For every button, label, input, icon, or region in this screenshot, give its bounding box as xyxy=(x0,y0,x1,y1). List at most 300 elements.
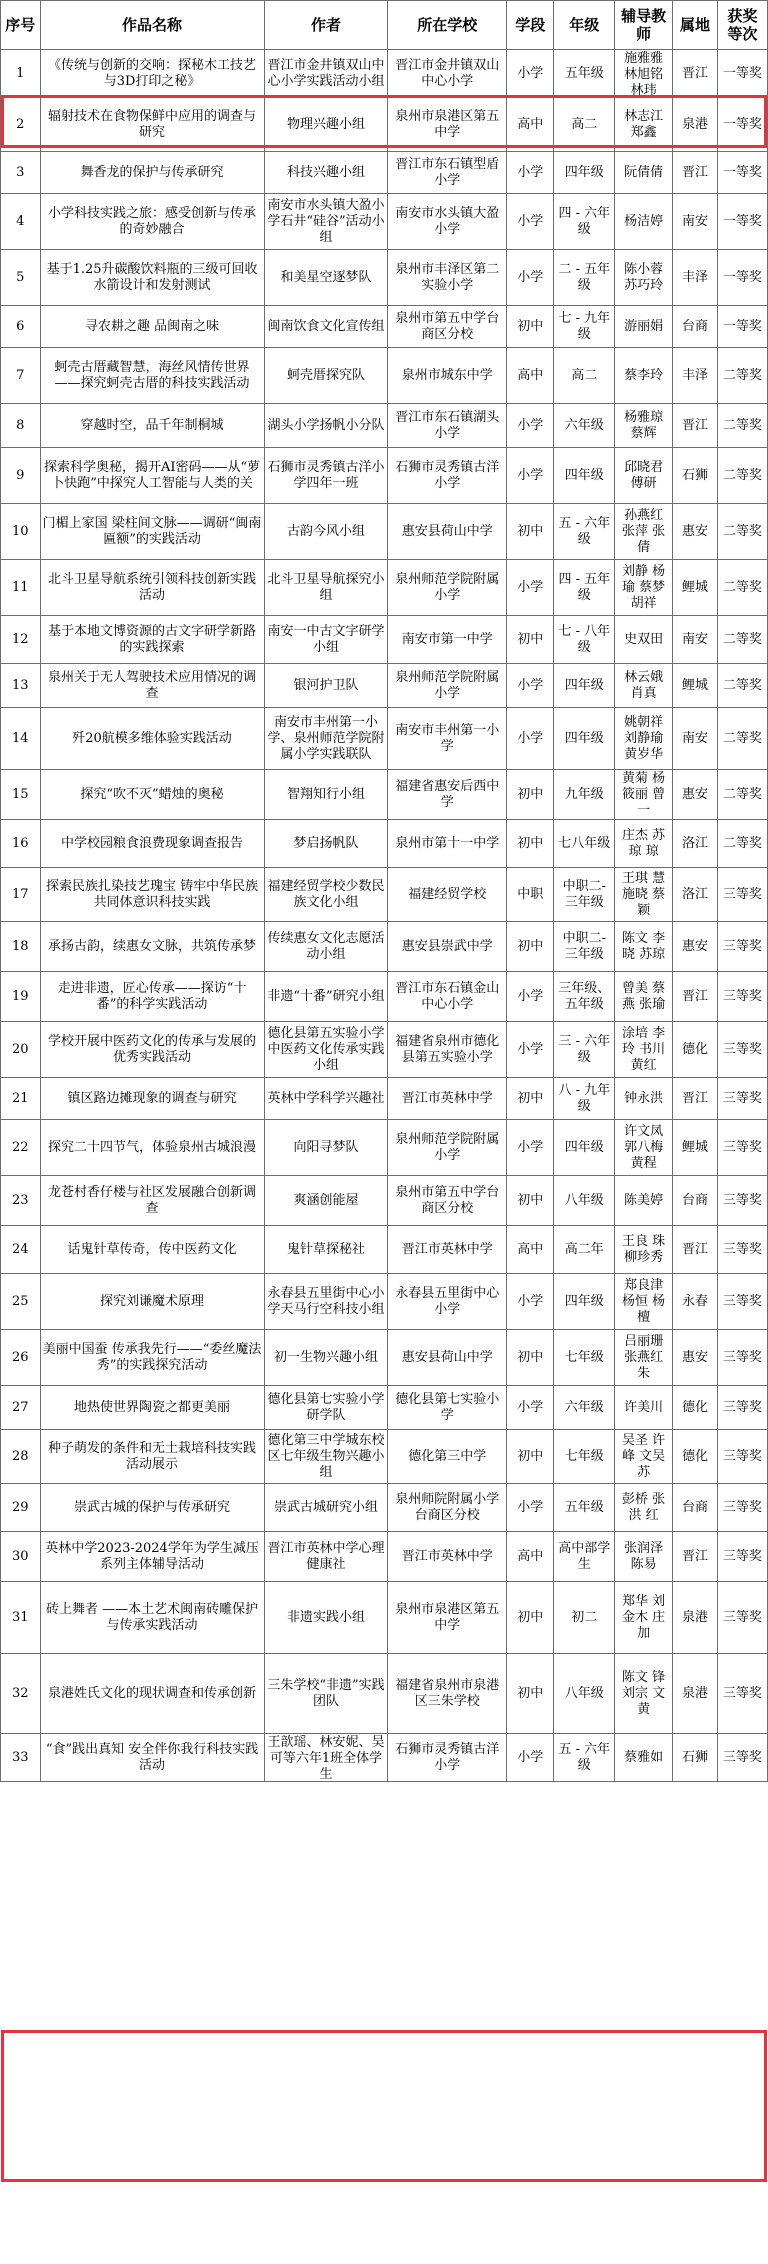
cell-grade xyxy=(554,820,615,868)
cell-title xyxy=(40,664,264,708)
cell-school xyxy=(388,152,507,194)
cell-award xyxy=(717,1582,767,1654)
cell-title-text: 探索科学奥秘，揭开AI密码——从“萝卜快跑”中探究人工智能与人类的关 xyxy=(43,459,261,491)
cell-school xyxy=(388,972,507,1022)
cell-school xyxy=(388,98,507,152)
cell-grade-text: 四年级 xyxy=(564,1293,604,1309)
cell-no xyxy=(1,868,41,922)
cell-teacher-text: 张润泽 陈易 xyxy=(624,1540,664,1572)
cell-region-text: 南安 xyxy=(681,730,708,746)
cell-author-text: 德化县第五实验小学中医药文化传承实践小组 xyxy=(267,1025,385,1073)
cell-title-text: 砖上舞者 ——本土艺术闽南砖雕保护与传承实践活动 xyxy=(45,1601,259,1633)
cell-grade xyxy=(554,664,615,708)
cell-teacher-text: 杨洁婷 xyxy=(624,213,664,229)
table-row xyxy=(1,1532,768,1582)
cell-title-text: 探索民族扎染技艺瑰宝 铸牢中华民族共同体意识科技实践 xyxy=(45,878,259,910)
cell-school-text: 晋江市金井镇双山中心小学 xyxy=(395,57,500,89)
cell-school-text: 晋江市东石镇金山中心小学 xyxy=(395,980,500,1012)
cell-no xyxy=(1,1484,41,1532)
cell-author-text: 智翔知行小组 xyxy=(286,786,365,802)
cell-school-text: 泉州市城东中学 xyxy=(401,367,493,383)
table-row xyxy=(1,1484,768,1532)
cell-grade xyxy=(554,404,615,448)
cell-teacher xyxy=(615,1532,673,1582)
cell-stage-text: 小学 xyxy=(517,164,544,180)
cell-region xyxy=(673,1532,718,1582)
cell-region-text: 石狮 xyxy=(681,1749,708,1765)
cell-teacher-text: 许文凤 郭八梅 黄程 xyxy=(624,1123,664,1171)
table-row xyxy=(1,616,768,664)
cell-no xyxy=(1,1176,41,1226)
cell-teacher xyxy=(615,1078,673,1120)
cell-grade-text: 六年级 xyxy=(564,417,604,433)
cell-author-text: 非遗实践小组 xyxy=(286,1609,365,1625)
cell-region-text: 惠安 xyxy=(681,523,708,539)
cell-school xyxy=(388,1386,507,1430)
cell-no-text: 6 xyxy=(16,318,25,334)
cell-award xyxy=(717,50,767,98)
cell-teacher-text: 邱晓君 傅研 xyxy=(624,459,664,491)
cell-award xyxy=(717,1120,767,1176)
cell-title-text: 承扬古韵，续惠女文脉，共筑传承梦 xyxy=(48,938,257,954)
cell-grade xyxy=(554,1654,615,1734)
cell-grade-text: 八 - 九年级 xyxy=(558,1082,611,1114)
cell-award-text: 二等奖 xyxy=(722,631,762,647)
cell-region xyxy=(673,50,718,98)
cell-title-text: 龙苍村香仔楼与社区发展融合创新调查 xyxy=(48,1184,257,1216)
cell-award xyxy=(717,152,767,194)
cell-teacher xyxy=(615,504,673,560)
cell-author xyxy=(264,1022,388,1078)
cell-no-text: 15 xyxy=(11,786,29,802)
cell-author xyxy=(264,1582,388,1654)
header-school: 所在学校 xyxy=(388,1,507,50)
cell-author xyxy=(264,1226,388,1274)
cell-stage-text: 初中 xyxy=(517,1609,544,1625)
cell-stage-text: 小学 xyxy=(517,467,544,483)
cell-title-text: 种子萌发的条件和无土栽培科技实践活动展示 xyxy=(48,1440,257,1472)
cell-award-text: 三等奖 xyxy=(722,1090,762,1106)
cell-grade-text: 高中部学生 xyxy=(558,1540,611,1572)
cell-teacher-text: 孙燕红 张萍 张倩 xyxy=(622,507,666,555)
cell-grade-text: 中职二-三年级 xyxy=(562,878,606,910)
cell-stage xyxy=(507,50,554,98)
cell-no xyxy=(1,250,41,306)
cell-stage xyxy=(507,664,554,708)
cell-award-text: 一等奖 xyxy=(722,65,762,81)
cell-stage-text: 小学 xyxy=(517,988,544,1004)
cell-school-text: 晋江市东石镇湖头小学 xyxy=(395,409,500,441)
cell-school-text: 石狮市灵秀镇古洋小学 xyxy=(395,459,500,491)
cell-no-text: 14 xyxy=(11,730,29,746)
cell-award xyxy=(717,1654,767,1734)
cell-award xyxy=(717,664,767,708)
header-no: 序号 xyxy=(1,1,41,50)
cell-title xyxy=(40,560,264,616)
cell-title xyxy=(40,1120,264,1176)
cell-region xyxy=(673,868,718,922)
cell-no-text: 12 xyxy=(11,631,29,647)
cell-title-text: 美丽中国蚕 传承我先行——“委丝魔法秀”的实践探究活动 xyxy=(42,1341,262,1373)
cell-no-text: 26 xyxy=(11,1349,29,1365)
cell-author-text: 王歆瑶、林安妮、吴可等六年1班全体学生 xyxy=(267,1734,385,1781)
cell-teacher-text: 蔡雅如 xyxy=(624,1749,664,1765)
cell-region-text: 泉港 xyxy=(681,1609,708,1625)
cell-region xyxy=(673,708,718,770)
cell-title-text: 门楣上家国 梁柱间文脉——调研“闽南匾额”的实践活动 xyxy=(42,515,262,547)
cell-no-text: 25 xyxy=(11,1293,29,1309)
cell-title-text: 崇武古城的保护与传承研究 xyxy=(74,1499,231,1515)
cell-award xyxy=(717,922,767,972)
cell-teacher-text: 曾美 蔡燕 张瑜 xyxy=(622,980,666,1012)
cell-no-text: 4 xyxy=(16,213,25,229)
cell-stage-text: 小学 xyxy=(517,65,544,81)
cell-region-text: 台商 xyxy=(681,1499,708,1515)
cell-teacher xyxy=(615,448,673,504)
cell-award xyxy=(717,1022,767,1078)
cell-grade xyxy=(554,708,615,770)
table-row xyxy=(1,664,768,708)
cell-award xyxy=(717,1430,767,1484)
cell-author-text: 鬼针草探秘社 xyxy=(286,1241,365,1257)
cell-no xyxy=(1,1120,41,1176)
cell-award xyxy=(717,348,767,404)
cell-teacher xyxy=(615,1176,673,1226)
cell-no xyxy=(1,1734,41,1782)
cell-award xyxy=(717,1386,767,1430)
cell-grade xyxy=(554,50,615,98)
cell-region xyxy=(673,98,718,152)
cell-title-text: “食”践出真知 安全伴你我行科技实践活动 xyxy=(45,1741,259,1773)
cell-title-text: 舞香龙的保护与传承研究 xyxy=(80,164,224,180)
cell-author-text: 南安市水头镇大盈小学石井“硅谷”活动小组 xyxy=(267,197,385,245)
cell-author-text: 科技兴趣小组 xyxy=(286,164,365,180)
cell-stage xyxy=(507,194,554,250)
cell-teacher-text: 庄杰 苏琼 琼 xyxy=(622,827,666,859)
cell-school-text: 惠安县荷山中学 xyxy=(401,1349,493,1365)
cell-grade-text: 五 - 六年级 xyxy=(558,1741,611,1773)
cell-award xyxy=(717,448,767,504)
cell-author xyxy=(264,1274,388,1330)
cell-teacher xyxy=(615,1120,673,1176)
cell-title-text: 学校开展中医药文化的传承与发展的优秀实践活动 xyxy=(48,1033,257,1065)
cell-author-text: 南安一中古文字研学小组 xyxy=(267,623,385,655)
cell-teacher-text: 王琪 慧 施晓 蔡颖 xyxy=(622,870,666,918)
cell-award xyxy=(717,1734,767,1782)
cell-no xyxy=(1,1582,41,1654)
cell-region xyxy=(673,1274,718,1330)
cell-stage-text: 初中 xyxy=(517,523,544,539)
table-row xyxy=(1,194,768,250)
cell-teacher-text: 许美川 xyxy=(624,1399,664,1415)
cell-region xyxy=(673,404,718,448)
cell-grade-text: 四 - 五年级 xyxy=(558,571,611,603)
cell-award-text: 二等奖 xyxy=(722,786,762,802)
cell-school xyxy=(388,1120,507,1176)
cell-teacher xyxy=(615,1430,673,1484)
header-title: 作品名称 xyxy=(40,1,264,50)
cell-title xyxy=(40,1022,264,1078)
cell-grade-text: 高二 xyxy=(571,367,598,383)
cell-stage-text: 小学 xyxy=(517,677,544,693)
cell-grade-text: 四年级 xyxy=(564,467,604,483)
cell-award xyxy=(717,1330,767,1386)
cell-grade xyxy=(554,1120,615,1176)
cell-award-text: 一等奖 xyxy=(722,318,762,334)
table-row xyxy=(1,1582,768,1654)
cell-author-text: 古韵今风小组 xyxy=(286,523,365,539)
table-row xyxy=(1,1120,768,1176)
table-row xyxy=(1,820,768,868)
cell-school xyxy=(388,616,507,664)
cell-title-text: 镇区路边摊现象的调查与研究 xyxy=(67,1090,237,1106)
cell-award-text: 一等奖 xyxy=(722,164,762,180)
cell-region-text: 德化 xyxy=(681,1041,708,1057)
cell-teacher-text: 钟永洪 xyxy=(624,1090,664,1106)
cell-author xyxy=(264,1176,388,1226)
cell-no-text: 32 xyxy=(11,1685,29,1701)
cell-stage xyxy=(507,972,554,1022)
cell-grade xyxy=(554,770,615,820)
cell-author-text: 爽涵创能屋 xyxy=(293,1192,359,1208)
cell-teacher xyxy=(615,616,673,664)
table-row xyxy=(1,250,768,306)
cell-region xyxy=(673,1226,718,1274)
cell-author-text: 永春县五里街中心小学天马行空科技小组 xyxy=(267,1285,385,1317)
cell-title xyxy=(40,1176,264,1226)
cell-school-text: 晋江市东石镇型盾小学 xyxy=(395,156,500,188)
cell-region-text: 晋江 xyxy=(681,988,708,1004)
cell-award xyxy=(717,1484,767,1532)
cell-school xyxy=(388,1484,507,1532)
cell-stage xyxy=(507,1078,554,1120)
cell-award-text: 三等奖 xyxy=(722,1609,762,1625)
cell-no xyxy=(1,972,41,1022)
cell-stage xyxy=(507,1532,554,1582)
cell-stage-text: 初中 xyxy=(517,631,544,647)
cell-school-text: 泉州市泉港区第五中学 xyxy=(395,108,500,140)
cell-grade xyxy=(554,448,615,504)
cell-no-text: 33 xyxy=(11,1749,29,1765)
cell-teacher xyxy=(615,152,673,194)
cell-region xyxy=(673,1484,718,1532)
cell-no-text: 29 xyxy=(11,1499,29,1515)
cell-region-text: 洛江 xyxy=(681,886,708,902)
cell-no-text: 1 xyxy=(16,65,25,81)
cell-title-text: 寻农耕之趣 品闽南之味 xyxy=(84,318,220,334)
cell-region-text: 鲤城 xyxy=(681,677,708,693)
cell-stage-text: 小学 xyxy=(517,1041,544,1057)
cell-teacher xyxy=(615,348,673,404)
cell-award xyxy=(717,616,767,664)
cell-school xyxy=(388,560,507,616)
cell-no xyxy=(1,1022,41,1078)
cell-school-text: 惠安县崇武中学 xyxy=(401,938,493,954)
cell-teacher xyxy=(615,306,673,348)
cell-teacher-text: 郑华 刘金木 庄加 xyxy=(622,1593,666,1641)
cell-school-text: 德化第三中学 xyxy=(408,1448,487,1464)
cell-teacher xyxy=(615,50,673,98)
cell-teacher-text: 刘静 杨瑜 蔡梦 胡祥 xyxy=(622,563,666,611)
cell-region-text: 惠安 xyxy=(681,786,708,802)
cell-award-text: 二等奖 xyxy=(722,730,762,746)
cell-author-text: 和美星空逐梦队 xyxy=(280,269,372,285)
cell-award xyxy=(717,1226,767,1274)
cell-stage xyxy=(507,306,554,348)
cell-region-text: 晋江 xyxy=(681,164,708,180)
cell-grade-text: 中职二-三年级 xyxy=(562,930,606,962)
cell-stage-text: 初中 xyxy=(517,786,544,802)
cell-title xyxy=(40,448,264,504)
cell-award-text: 三等奖 xyxy=(722,1685,762,1701)
cell-title xyxy=(40,1734,264,1782)
cell-author xyxy=(264,708,388,770)
cell-no xyxy=(1,98,41,152)
cell-no-text: 5 xyxy=(16,269,25,285)
cell-author-text: 德化第三中学城东校区七年级生物兴趣小组 xyxy=(267,1432,385,1480)
cell-author-text: 三朱学校“非遗”实践团队 xyxy=(267,1677,385,1709)
cell-stage xyxy=(507,152,554,194)
header-award: 获奖等次 xyxy=(717,1,767,50)
cell-no-text: 11 xyxy=(11,579,29,595)
cell-no xyxy=(1,616,41,664)
cell-grade xyxy=(554,250,615,306)
cell-grade xyxy=(554,1330,615,1386)
cell-region-text: 石狮 xyxy=(681,467,708,483)
cell-no-text: 10 xyxy=(11,523,29,539)
cell-school-text: 南安市丰州第一小学 xyxy=(395,722,500,754)
cell-teacher-text: 林志江 郑鑫 xyxy=(624,108,664,140)
cell-no xyxy=(1,820,41,868)
table-row xyxy=(1,1330,768,1386)
header-region: 属地 xyxy=(673,1,718,50)
cell-school-text: 永春县五里街中心小学 xyxy=(395,1285,500,1317)
cell-author-text: 梦启扬帆队 xyxy=(293,835,359,851)
cell-teacher-text: 杨雅琼 蔡辉 xyxy=(624,409,664,441)
cell-grade xyxy=(554,1176,615,1226)
cell-no-text: 16 xyxy=(11,835,29,851)
cell-stage xyxy=(507,1274,554,1330)
cell-stage xyxy=(507,1330,554,1386)
cell-stage-text: 小学 xyxy=(517,269,544,285)
cell-award-text: 二等奖 xyxy=(722,579,762,595)
cell-author-text: 德化县第七实验小学研学队 xyxy=(267,1391,385,1423)
cell-grade-text: 五 - 六年级 xyxy=(558,515,611,547)
cell-award xyxy=(717,404,767,448)
cell-teacher xyxy=(615,1654,673,1734)
cell-author xyxy=(264,194,388,250)
cell-stage xyxy=(507,348,554,404)
cell-author-text: 北斗卫星导航探究小组 xyxy=(267,571,385,603)
cell-award xyxy=(717,868,767,922)
cell-title xyxy=(40,1484,264,1532)
cell-school xyxy=(388,1226,507,1274)
cell-author-text: 初一生物兴趣小组 xyxy=(273,1349,378,1365)
cell-grade-text: 八年级 xyxy=(564,1192,604,1208)
table-row xyxy=(1,1274,768,1330)
cell-author xyxy=(264,616,388,664)
cell-school xyxy=(388,1654,507,1734)
cell-title-text: 基于1.25升碳酸饮料瓶的三级可回收水箭设计和发射测试 xyxy=(46,261,258,293)
cell-teacher xyxy=(615,194,673,250)
cell-title-text: 小学科技实践之旅：感受创新与传承的奇妙融合 xyxy=(48,205,257,237)
table-row xyxy=(1,868,768,922)
cell-no xyxy=(1,1654,41,1734)
cell-award-text: 二等奖 xyxy=(722,523,762,539)
cell-grade xyxy=(554,616,615,664)
cell-title-text: 北斗卫星导航系统引领科技创新实践活动 xyxy=(48,571,257,603)
cell-award-text: 三等奖 xyxy=(722,1349,762,1365)
table-row xyxy=(1,1430,768,1484)
cell-region-text: 德化 xyxy=(681,1399,708,1415)
cell-title-text: 泉港姓氏文化的现状调查和传承创新 xyxy=(48,1685,257,1701)
cell-award xyxy=(717,708,767,770)
cell-no-text: 13 xyxy=(11,677,29,693)
cell-award-text: 二等奖 xyxy=(722,417,762,433)
cell-stage xyxy=(507,448,554,504)
cell-title xyxy=(40,98,264,152)
cell-school xyxy=(388,448,507,504)
cell-grade xyxy=(554,1274,615,1330)
table-row xyxy=(1,504,768,560)
cell-teacher xyxy=(615,1330,673,1386)
cell-grade-text: 四 - 六年级 xyxy=(558,205,611,237)
cell-title-text: 探究刘谦魔术原理 xyxy=(100,1293,205,1309)
cell-school-text: 福建经贸学校 xyxy=(408,886,487,902)
cell-author-text: 闽南饮食文化宣传组 xyxy=(267,318,385,334)
cell-stage-text: 初中 xyxy=(517,1349,544,1365)
header-author: 作者 xyxy=(264,1,388,50)
cell-teacher xyxy=(615,98,673,152)
cell-award xyxy=(717,972,767,1022)
cell-title-text: 穿越时空，品千年制桐城 xyxy=(80,417,224,433)
cell-title xyxy=(40,770,264,820)
cell-region-text: 永春 xyxy=(681,1293,708,1309)
cell-region xyxy=(673,820,718,868)
table-row xyxy=(1,972,768,1022)
cell-author xyxy=(264,1430,388,1484)
cell-region-text: 南安 xyxy=(681,631,708,647)
cell-teacher-text: 史双田 xyxy=(624,631,664,647)
cell-award-text: 二等奖 xyxy=(722,677,762,693)
cell-grade-text: 初二 xyxy=(571,1609,598,1625)
cell-grade-text: 二 - 五年级 xyxy=(558,261,611,293)
cell-no-text: 24 xyxy=(11,1241,29,1257)
cell-no xyxy=(1,560,41,616)
cell-school-text: 晋江市英林中学 xyxy=(401,1548,493,1564)
cell-grade xyxy=(554,1386,615,1430)
cell-grade-text: 七 - 八年级 xyxy=(558,623,611,655)
cell-stage-text: 初中 xyxy=(517,318,544,334)
cell-stage xyxy=(507,98,554,152)
cell-region-text: 德化 xyxy=(681,1448,708,1464)
cell-no xyxy=(1,770,41,820)
header-row xyxy=(1,1,768,50)
cell-school-text: 泉州市泉港区第五中学 xyxy=(395,1601,500,1633)
cell-stage-text: 初中 xyxy=(517,835,544,851)
cell-author xyxy=(264,1120,388,1176)
cell-grade-text: 九年级 xyxy=(564,786,604,802)
header-teacher: 辅导教师 xyxy=(615,1,673,50)
cell-stage-text: 小学 xyxy=(517,730,544,746)
cell-school xyxy=(388,348,507,404)
cell-no xyxy=(1,1078,41,1120)
cell-grade xyxy=(554,1430,615,1484)
cell-grade-text: 五年级 xyxy=(564,1499,604,1515)
cell-stage-text: 小学 xyxy=(517,1139,544,1155)
cell-grade-text: 四年级 xyxy=(564,677,604,693)
cell-region-text: 晋江 xyxy=(681,1090,708,1106)
